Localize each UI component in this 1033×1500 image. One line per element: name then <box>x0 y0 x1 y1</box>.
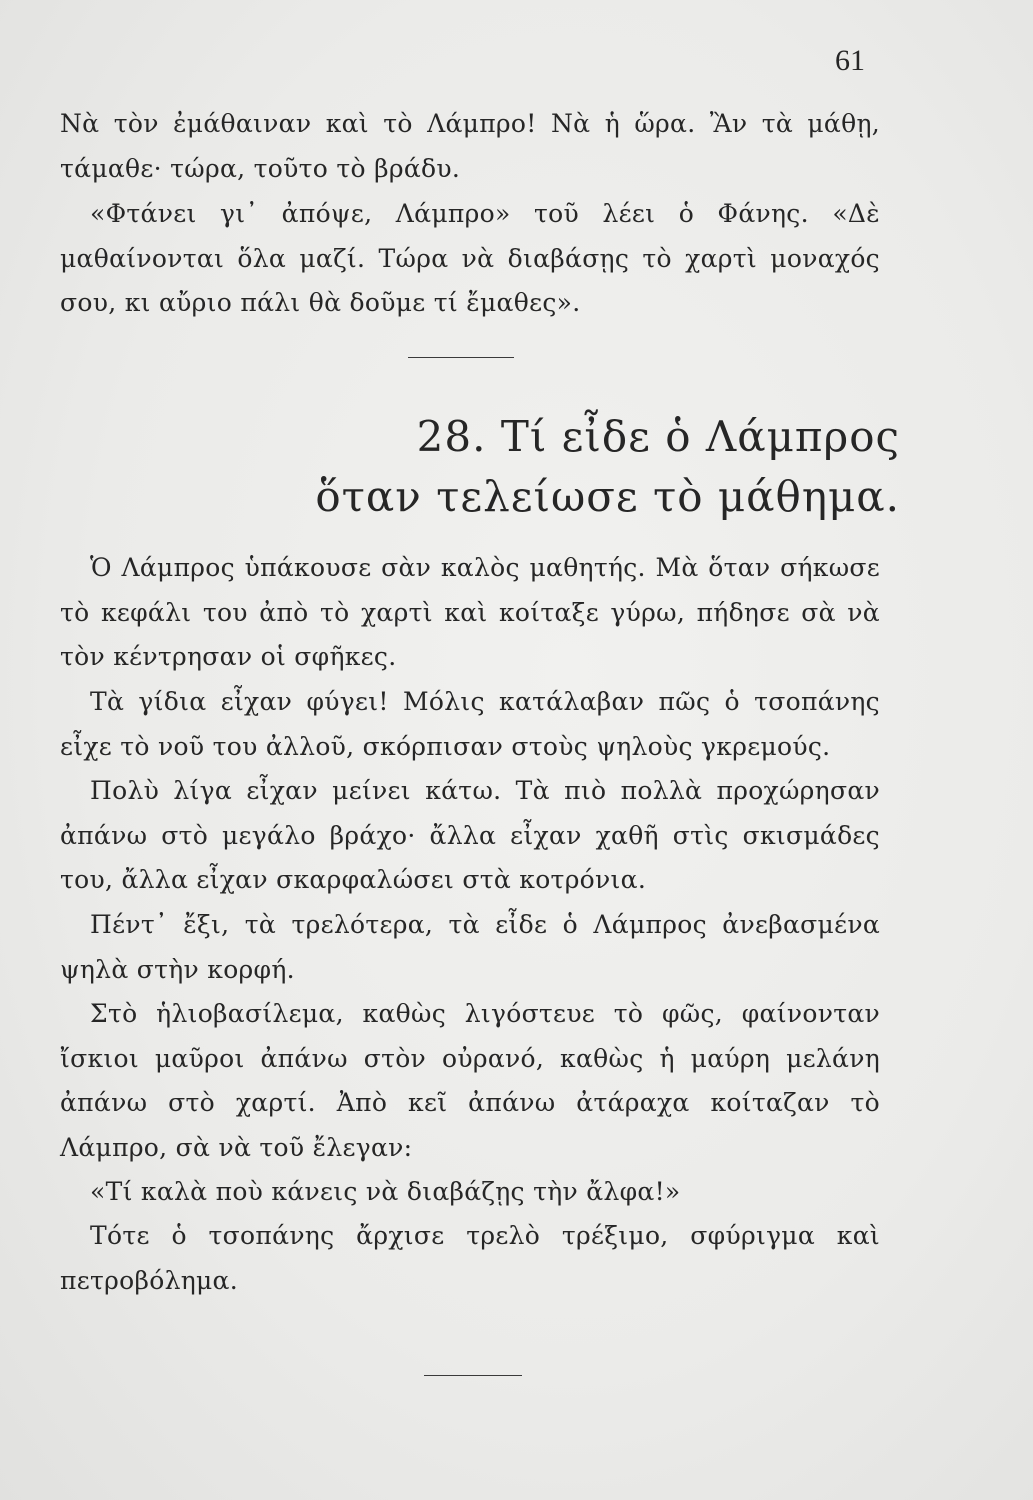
paragraph-9: Τότε ὁ τσοπάνης ἄρχισε τρελὸ τρέξιμο, σφύριγμα καὶ πετροβόλημα. <box>60 1221 880 1295</box>
paragraph-3: Ὁ Λάμπρος ὑπάκουσε σὰν καλὸς μαθητής. Μὰ ὅταν σήκωσε τὸ κεφάλι του ἀπὸ τὸ χαρτὶ καὶ κοίταξε γύρω, πήδησε σὰ νὰ τὸν κέντρησαν οἱ σφῆκες. <box>60 553 880 671</box>
end-divider <box>424 1375 522 1376</box>
section-divider <box>408 357 514 358</box>
paragraph-8: «Τί καλὰ ποὺ κάνεις νὰ διαβάζῃς τὴν ἄλφα!» <box>90 1177 681 1206</box>
paragraph-1: Νὰ τὸν ἐμάθαιναν καὶ τὸ Λάμπρο! Νὰ ἡ ὥρα. Ἂν τὰ μάθῃ, τάμαθε· τώρα, τοῦτο τὸ βράδυ. <box>60 109 880 183</box>
paragraph-5: Πολὺ λίγα εἶχαν μείνει κάτω. Τὰ πιὸ πολλὰ προχώρησαν ἀπάνω στὸ μεγάλο βράχο· ἄλλα εἶχαν χαθῆ στὶς σκισμάδες του, ἄλλα εἶχαν σκαρφαλώσει στὰ κοτρόνια. <box>60 776 880 894</box>
paragraph-7: Στὸ ἡλιοβασίλεμα, καθὼς λιγόστευε τὸ φῶς, φαίνονταν ἴσκιοι μαῦροι ἀπάνω στὸν οὐρανό, καθὼς ἡ μαύρη μελάνη ἀπάνω στὸ χαρτί. Ἀπὸ κεῖ ἀπάνω ἀτάραχα κοίταζαν τὸ Λάμπρο, σὰ νὰ τοῦ ἔλεγαν: <box>60 999 880 1162</box>
chapter-title-line-1: 28. Τί εἶδε ὁ Λάμπρος <box>416 412 900 461</box>
paragraph-6: Πέντ᾽ ἔξι, τὰ τρελότερα, τὰ εἶδε ὁ Λάμπρος ἀνεβασμένα ψηλὰ στὴν κορφή. <box>60 910 880 984</box>
paragraph-2: «Φτάνει γι᾽ ἀπόψε, Λάμπρο» τοῦ λέει ὁ Φάνης. «Δὲ μαθαίνονται ὅλα μαζί. Τώρα νὰ διαβάσῃς τὸ χαρτὶ μοναχός σου, κι αὔριο πάλι θὰ δοῦμε τί ἔμαθες». <box>60 199 880 317</box>
chapter-title-line-2: ὅταν τελείωσε τὸ μάθημα. <box>315 472 900 521</box>
page-number: 61 <box>835 44 865 77</box>
paragraph-4: Τὰ γίδια εἶχαν φύγει! Μόλις κατάλαβαν πῶς ὁ τσοπάνης εἶχε τὸ νοῦ του ἀλλοῦ, σκόρπισαν στοὺς ψηλοὺς γκρεμούς. <box>60 687 880 761</box>
